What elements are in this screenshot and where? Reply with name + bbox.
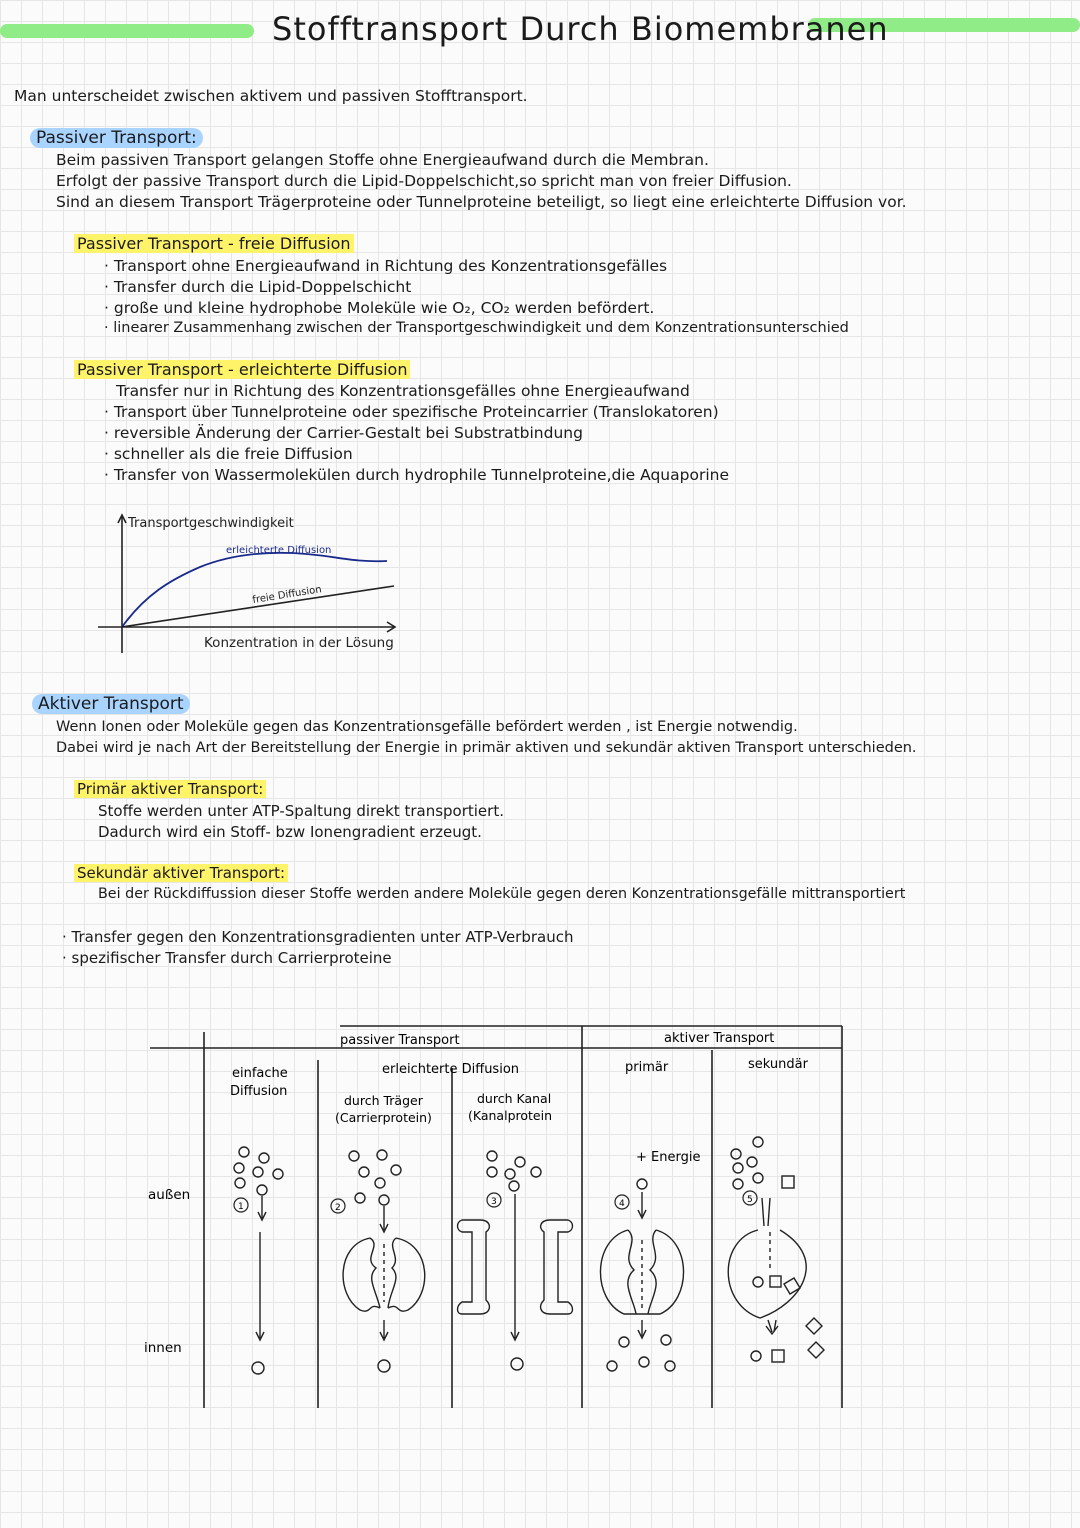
active-heading: Aktiver Transport bbox=[32, 694, 190, 714]
col-carrier-1: durch Träger bbox=[344, 1093, 423, 1108]
col-simple-2: Diffusion bbox=[230, 1084, 288, 1099]
facilitated-heading: Passiver Transport - erleichterte Diffusion bbox=[74, 360, 410, 379]
marker-5: 5 bbox=[747, 1195, 753, 1205]
header-facilitated: erleichterte Diffusion bbox=[382, 1062, 520, 1077]
active-line-2: Dabei wird je nach Art der Bereitstellung der Energie in primär aktiven und sekundär aktiven Transport unterschieden. bbox=[56, 740, 917, 756]
secondary-line: Bei der Rückdiffussion dieser Stoffe werden andere Moleküle gegen deren Konzentrationsgefälle mittransportiert bbox=[98, 886, 906, 902]
facilitated-bullet-3: · reversible Änderung der Carrier-Gestalt bei Substratbindung bbox=[104, 424, 583, 442]
passive-heading: Passiver Transport: bbox=[30, 128, 203, 148]
active-bullet-2: · spezifischer Transfer durch Carrierproteine bbox=[62, 949, 392, 967]
row-inside: innen bbox=[144, 1340, 182, 1356]
col-simple-1: einfache bbox=[232, 1066, 288, 1081]
passive-line-1: Beim passiven Transport gelangen Stoffe ohne Energieaufwand durch die Membran. bbox=[56, 151, 709, 169]
graph-xlabel: Konzentration in der Lösung bbox=[204, 635, 394, 651]
header-passive: passiver Transport bbox=[340, 1033, 460, 1048]
marker-1: 1 bbox=[238, 1202, 244, 1212]
energy-label: + Energie bbox=[636, 1150, 701, 1165]
header-active: aktiver Transport bbox=[664, 1031, 775, 1046]
primary-line-1: Stoffe werden unter ATP-Spaltung direkt transportiert. bbox=[98, 802, 504, 820]
marker-2: 2 bbox=[335, 1203, 341, 1213]
page-title: Stofftransport Durch Biomembranen bbox=[272, 10, 889, 48]
col-carrier-2: (Carrierprotein) bbox=[335, 1110, 432, 1125]
primary-line-2: Dadurch wird ein Stoff- bzw Ionengradient erzeugt. bbox=[98, 823, 482, 841]
free-bullet-3: · große und kleine hydrophobe Moleküle wie O₂, CO₂ werden befördert. bbox=[104, 299, 655, 317]
primary-heading: Primär aktiver Transport: bbox=[74, 780, 266, 798]
graph-label-free: freie Diffusion bbox=[251, 584, 323, 606]
col-secondary: sekundär bbox=[748, 1057, 808, 1072]
transport-table bbox=[140, 1020, 860, 1420]
diffusion-graph bbox=[90, 505, 410, 665]
col-channel-1: durch Kanal bbox=[477, 1091, 552, 1106]
active-line-1: Wenn Ionen oder Moleküle gegen das Konzentrationsgefälle befördert werden , ist Energie notwendig. bbox=[56, 719, 798, 735]
facilitated-bullet-4: · schneller als die freie Diffusion bbox=[104, 445, 353, 463]
col-primary: primär bbox=[625, 1060, 669, 1075]
active-bullet-1: · Transfer gegen den Konzentrationsgradienten unter ATP-Verbrauch bbox=[62, 928, 574, 946]
facilitated-bullet-1: Transfer nur in Richtung des Konzentrationsgefälles ohne Energieaufwand bbox=[116, 382, 690, 400]
marker-3: 3 bbox=[491, 1197, 497, 1207]
passive-line-2: Erfolgt der passive Transport durch die Lipid-Doppelschicht,so spricht man von freier Diffusion. bbox=[56, 172, 792, 190]
marker-4: 4 bbox=[619, 1199, 625, 1209]
graph-ylabel: Transportgeschwindigkeit bbox=[128, 516, 294, 531]
title-bar-left bbox=[0, 24, 254, 38]
facilitated-bullet-2: · Transport über Tunnelproteine oder spezifische Proteincarrier (Translokatoren) bbox=[104, 403, 719, 421]
facilitated-bullet-5: · Transfer von Wassermolekülen durch hydrophile Tunnelproteine,die Aquaporine bbox=[104, 466, 729, 484]
col-channel-2: (Kanalprotein bbox=[468, 1108, 553, 1123]
free-bullet-2: · Transfer durch die Lipid-Doppelschicht bbox=[104, 278, 412, 296]
free-diffusion-heading: Passiver Transport - freie Diffusion bbox=[74, 234, 354, 253]
secondary-heading: Sekundär aktiver Transport: bbox=[74, 864, 288, 882]
free-bullet-1: · Transport ohne Energieaufwand in Richtung des Konzentrationsgefälles bbox=[104, 257, 668, 275]
row-outside: außen bbox=[148, 1187, 191, 1203]
curve-free bbox=[122, 586, 394, 627]
intro-text: Man unterscheidet zwischen aktivem und passiven Stofftransport. bbox=[14, 87, 528, 105]
passive-line-3: Sind an diesem Transport Trägerproteine oder Tunnelproteine beteiligt, so liegt eine erleichterte Diffusion vor. bbox=[56, 193, 907, 211]
graph-label-facilitated: erleichterte Diffusion bbox=[226, 545, 332, 556]
free-bullet-4: · linearer Zusammenhang zwischen der Transportgeschwindigkeit und dem Konzentrationsunterschied bbox=[104, 320, 849, 336]
curve-facilitated bbox=[122, 553, 387, 627]
